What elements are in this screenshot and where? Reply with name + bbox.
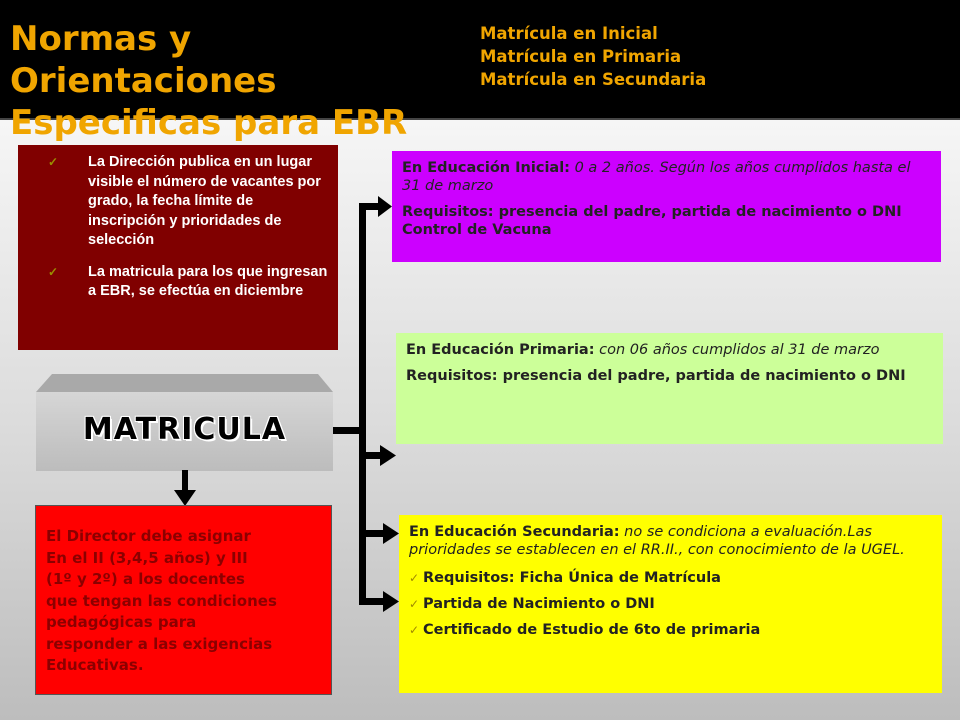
info-item-text: La matricula para los que ingresan a EBR, se efectúa en diciembre <box>88 263 328 299</box>
secundaria-detail: no se condiciona a evaluación.Las prioridades se establecen en el RR.II., con conocimiento de la UGEL. <box>409 524 905 558</box>
inicial-requirements: Requisitos: presencia del padre, partida de nacimiento o DNI Control de Vacuna <box>402 204 902 238</box>
secundaria-item-text: Partida de Nacimiento o DNI <box>423 596 655 612</box>
secundaria-item-text: Requisitos: Ficha Única de Matrícula <box>423 570 721 586</box>
secundaria-box <box>399 515 942 693</box>
secundaria-list-item <box>409 621 932 639</box>
secundaria-list-item <box>409 569 932 587</box>
director-line: pedagógicas para <box>46 613 197 631</box>
subtitle-primaria: Matrícula en Primaria <box>480 47 682 66</box>
title-line-2: Especificas para EBR <box>10 103 408 143</box>
primaria-box <box>396 333 943 444</box>
primaria-heading: En Educación Primaria: <box>406 342 595 358</box>
director-line: En el II (3,4,5 años) y III <box>46 548 248 567</box>
director-line: que tengan las condiciones <box>46 591 277 610</box>
inicial-detail: 0 a 2 años. Según los años cumplidos hasta el 31 de marzo <box>402 160 911 194</box>
secundaria-list-item <box>409 595 932 613</box>
check-icon: ✓ <box>409 597 420 611</box>
connector-trunk <box>359 203 366 605</box>
matricula-label: MATRICULA <box>82 412 287 447</box>
secundaria-description <box>409 523 932 559</box>
check-icon: ✓ <box>48 155 59 169</box>
check-icon: ✓ <box>48 264 59 279</box>
inicial-heading: En Educación Inicial: <box>402 160 570 176</box>
director-line: (1º y 2º) a los docentes <box>46 570 245 588</box>
primaria-description <box>406 341 933 359</box>
check-icon: ✓ <box>409 623 420 637</box>
secundaria-item-text: Certificado de Estudio de 6to de primaria <box>423 622 761 638</box>
primaria-requirements: Requisitos: presencia del padre, partida de nacimiento o DNI <box>406 368 906 384</box>
inicial-description <box>402 159 931 195</box>
check-icon: ✓ <box>409 571 420 585</box>
secundaria-heading: En Educación Secundaria: <box>409 524 620 540</box>
subtitle-secundaria: Matrícula en Secundaria <box>480 70 707 89</box>
primaria-detail: con 06 años cumplidos al 31 de marzo <box>594 342 880 358</box>
subtitle-inicial: Matrícula en Inicial <box>480 24 658 43</box>
director-line: Educativas. <box>46 656 144 674</box>
director-line: responder a las exigencias <box>46 634 273 653</box>
director-line: El Director debe asignar <box>46 527 251 545</box>
title-line-1: Normas y Orientaciones <box>10 19 277 101</box>
info-item-text: La Dirección publica en un lugar visible el número de vacantes por grado, la fecha límite de inscripción y prioridades de selección <box>88 154 321 248</box>
connector-stem <box>333 427 363 434</box>
inicial-box <box>392 151 941 262</box>
